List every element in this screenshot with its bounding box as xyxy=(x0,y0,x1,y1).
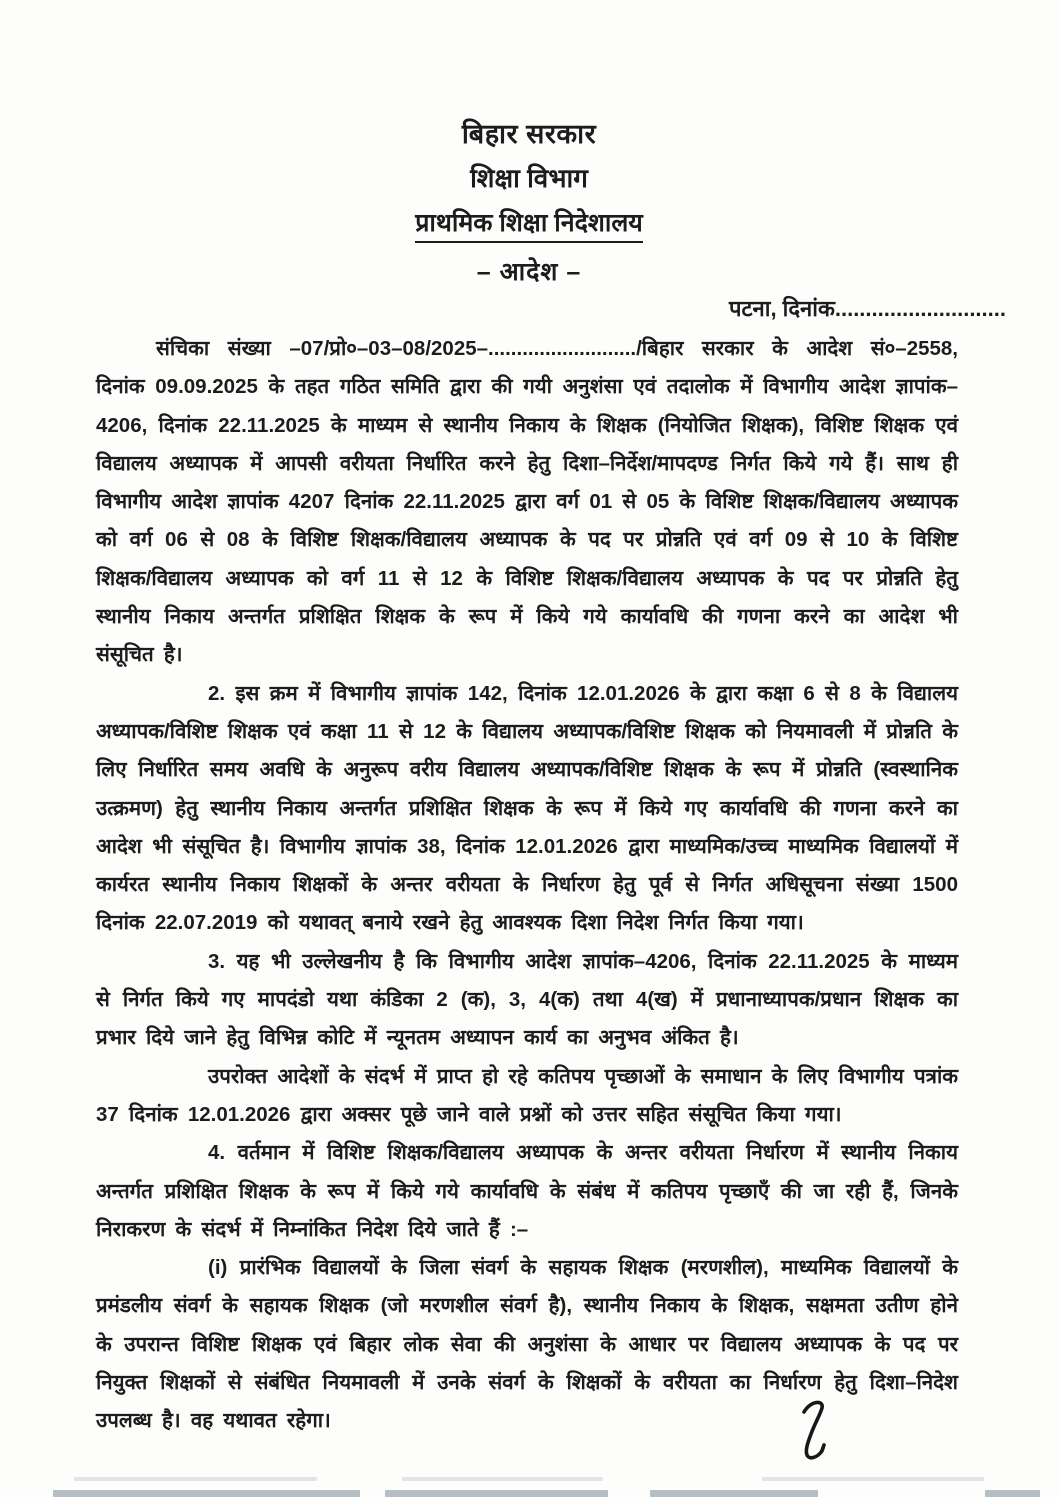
handwritten-2-icon xyxy=(780,1396,858,1476)
scan-artifact-bar xyxy=(53,1490,360,1497)
order-paragraph-3: 3. यह भी उल्लेखनीय है कि विभागीय आदेश ज्ञापांक–4206, दिनांक 22.11.2025 के माध्यम से निर्गत किये गए मापदंडो यथा कंडिका 2 (क), 3, 4(क) तथा 4(ख) में प्रधानाध्यापक/प्रधान शिक्षक का प्रभार दिये जाने हेतु विभिन्न कोटि में न्यूनतम अध्यापन कार्य का अनुभव अंकित है। xyxy=(96,949,958,1050)
document-body xyxy=(0,323,1058,1441)
scan-artifact-bar xyxy=(402,1477,603,1481)
government-title: बिहार सरकार xyxy=(461,119,597,149)
order-paragraph-4: उपरोक्त आदेशों के संदर्भ में प्राप्त हो रहे कतिपय पृच्छाओं के समाधान के लिए विभागीय पत्रांक 37 दिनांक 12.01.2026 द्वारा अक्सर पूछे जाने वाले प्रश्नों को उत्तर सहित संसूचित किया गया। xyxy=(96,1064,958,1126)
place-date-line: पटना, दिनांक............................ xyxy=(728,296,1006,321)
scan-artifact-bar xyxy=(74,1477,317,1481)
handwritten-page-number-mark xyxy=(780,1396,858,1476)
department-title: शिक्षा विभाग xyxy=(470,163,588,193)
order-paragraph-6: (i) प्रारंभिक विद्यालयों के जिला संवर्ग के सहायक शिक्षक (मरणशील), माध्यमिक विद्यालयों के प्रमंडलीय संवर्ग के सहायक शिक्षक (जो मरणशील संवर्ग है), स्थानीय निकाय के शिक्षक, सक्षमता उतीण होने के उपरान्त विशिष्ट शिक्षक एवं बिहार लोक सेवा की अनुशंसा के आधार पर विद्यालय अध्यापक के पद पर नियुक्त शिक्षकों से संबंधित नियमावली में उनके संवर्ग के शिक्षकों के वरीयता का निर्धारण हेतु दिशा–निदेश उपलब्ध है। वह यथावत रहेगा। xyxy=(96,1256,958,1433)
order-paragraph-1: संचिका संख्या –07/प्रो०–03–08/2025–........................../बिहार सरकार के आदेश सं०–2558, दिनांक 09.09.2025 के तहत गठित समिति द्वारा की गयी अनुशंसा एवं तदालोक में विभागीय आदेश ज्ञापांक–4206, दिनांक 22.11.2025 के माध्यम से स्थानीय निकाय के शिक्षक (नियोजित शिक्षक), विशिष्ट शिक्षक एवं विद्यालय अध्यापक में आपसी वरीयता निर्धारित करने हेतु दिशा–निर्देश/मापदण्ड निर्गत किये गये हैं। साथ ही विभागीय आदेश ज्ञापांक 4207 दिनांक 22.11.2025 द्वारा वर्ग 01 से 05 के विशिष्ट शिक्षक/विद्यालय अध्यापक को वर्ग 06 से 08 के विशिष्ट शिक्षक/विद्यालय अध्यापक के पद पर प्रोन्नति एवं वर्ग 09 से 10 के विशिष्ट शिक्षक/विद्यालय अध्यापक को वर्ग 11 से 12 के विशिष्ट शिक्षक/विद्यालय अध्यापक के पद पर प्रोन्नति हेतु स्थानीय निकाय अन्तर्गत प्रशिक्षित शिक्षक के रूप में किये गये कार्यावधि की गणना करने का आदेश भी संसूचित है। xyxy=(96,337,958,667)
scan-artifact-bar xyxy=(385,1490,608,1497)
directorate-title: प्राथमिक शिक्षा निदेशालय xyxy=(415,205,643,243)
order-paragraph-2: 2. इस क्रम में विभागीय ज्ञापांक 142, दिनांक 12.01.2026 के द्वारा कक्षा 6 से 8 के विद्यालय अध्यापक/विशिष्ट शिक्षक एवं कक्षा 11 से 12 के विद्यालय अध्यापक/विशिष्ट शिक्षक को नियमावली में प्रोन्नति के लिए निर्धारित समय अवधि के अनुरूप वरीय विद्यालय अध्यापक/विशिष्ट शिक्षक के रूप में प्रोन्नति (स्वस्थानिक उत्क्रमण) हेतु स्थानीय निकाय अन्तर्गत प्रशिक्षित शिक्षक के रूप में किये गए कार्यावधि की गणना करने का आदेश भी संसूचित है। विभागीय ज्ञापांक 38, दिनांक 12.01.2026 द्वारा माध्यमिक/उच्च माध्यमिक विद्यालयों में कार्यरत स्थानीय निकाय शिक्षकों के अन्तर वरीयता के निर्धारण हेतु पूर्व से निर्गत अधिसूचना संख्या 1500 दिनांक 22.07.2019 को यथावत् बनाये रखने हेतु आवश्यक दिशा निदेश निर्गत किया गया। xyxy=(96,681,958,935)
document-header xyxy=(0,0,1058,288)
directorate-title-wrap xyxy=(0,205,1058,243)
order-paragraph-5: 4. वर्तमान में विशिष्ट शिक्षक/विद्यालय अध्यापक के अन्तर वरीयता निर्धारण में स्थानीय निकाय अन्तर्गत प्रशिक्षित शिक्षक के रूप में किये गये कार्यावधि के संबंध में कतिपय पृच्छाएँ की जा रही हैं, जिनके निराकरण के संदर्भ में निम्नांकित निदेश दिये जाते हैं :– xyxy=(96,1141,958,1241)
order-title: – आदेश – xyxy=(476,258,582,286)
scan-artifact-bar xyxy=(762,1477,984,1481)
scan-artifact-bar xyxy=(650,1490,818,1497)
scan-artifact-bar xyxy=(985,1490,1040,1497)
